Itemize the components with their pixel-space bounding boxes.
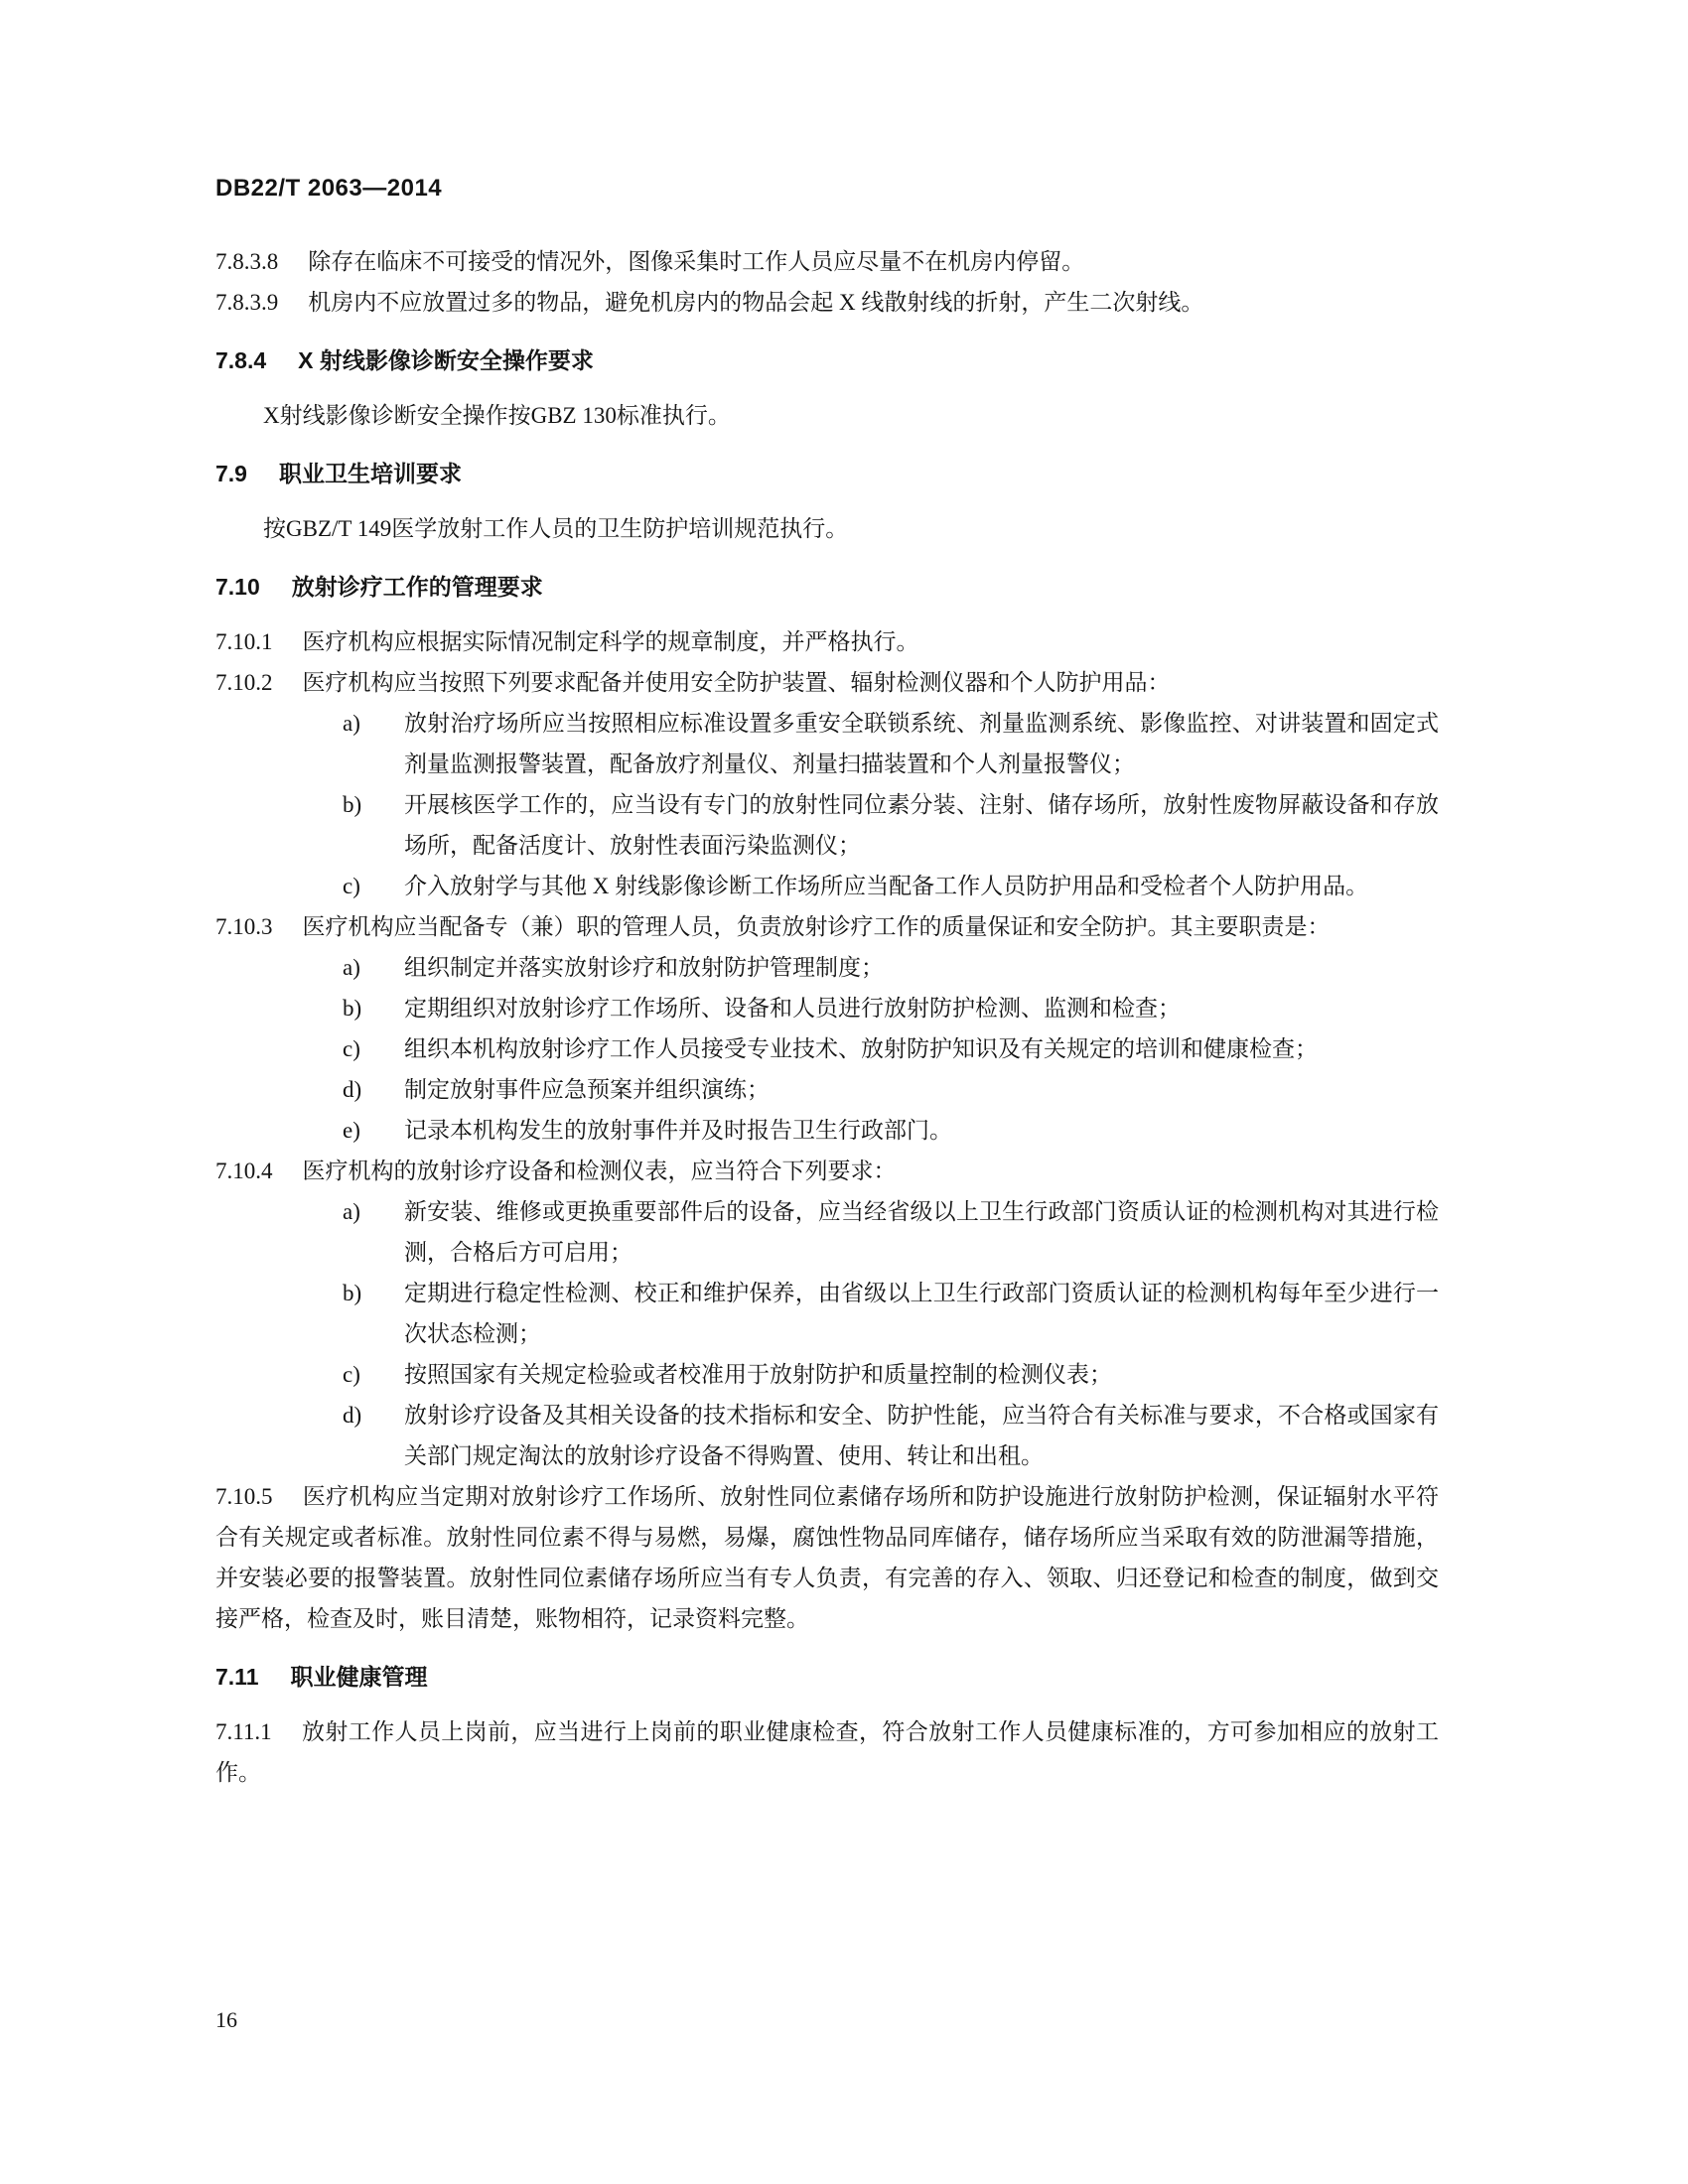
- clause-text: 医疗机构应当定期对放射诊疗工作场所、放射性同位素储存场所和防护设施进行放射防护检测，保证辐射水平符合有关规定或者标准。放射性同位素不得与易燃，易爆，腐蚀性物品同库储存，储存场所应当采取有效的防泄漏等措施，并安装必要的报警装置。放射性同位素储存场所应当有专人负责，有完善的存入、领取、归还登记和检查的制度，做到交接严格，检查及时，账目清楚，账物相符，记录资料完整。: [215, 1484, 1439, 1631]
- section-title: X 射线影像诊断安全操作要求: [298, 347, 594, 373]
- list-item: [215, 1273, 1439, 1354]
- section-title: 职业健康管理: [290, 1664, 428, 1690]
- clause-text: 除存在临床不可接受的情况外，图像采集时工作人员应尽量不在机房内停留。: [308, 249, 1085, 274]
- list-item-letter: b): [343, 996, 362, 1021]
- clause-number: 7.10.2: [215, 670, 273, 695]
- clause-text: 医疗机构的放射诊疗设备和检测仪表，应当符合下列要求：: [302, 1159, 897, 1183]
- section-title: 职业卫生培训要求: [278, 461, 462, 486]
- clause-number: 7.10.5: [215, 1484, 273, 1509]
- list-item: [215, 1110, 1439, 1151]
- section-number: 7.10: [215, 574, 260, 600]
- list-item-text: 定期进行稳定性检测、校正和维护保养，由省级以上卫生行政部门资质认证的检测机构每年至少进行一次状态检测；: [404, 1281, 1439, 1346]
- clause-number: 7.10.4: [215, 1159, 273, 1183]
- clause-text: 医疗机构应当配备专（兼）职的管理人员，负责放射诊疗工作的质量保证和安全防护。其主要职责是：: [302, 914, 1331, 939]
- clause-paragraph: [215, 1151, 1439, 1191]
- clause-paragraph: [215, 906, 1439, 947]
- section-heading: [215, 1657, 1439, 1698]
- clause-paragraph: [215, 1476, 1439, 1639]
- clause-text: 医疗机构应当按照下列要求配备并使用安全防护装置、辐射检测仪器和个人防护用品：: [302, 670, 1171, 695]
- section-heading: [215, 341, 1439, 381]
- section-heading: [215, 567, 1439, 608]
- list-item-text: 记录本机构发生的放射事件并及时报告卫生行政部门。: [404, 1118, 952, 1143]
- list-item: [215, 1028, 1439, 1069]
- list-item-letter: c): [343, 1362, 360, 1387]
- list-item: [215, 1191, 1439, 1273]
- clause-text: 机房内不应放置过多的物品，避免机房内的物品会起 X 线散射线的折射，产生二次射线。: [308, 290, 1204, 315]
- clause-text: 医疗机构应根据实际情况制定科学的规章制度，并严格执行。: [302, 629, 919, 654]
- page-number: 16: [215, 2007, 237, 2032]
- body-paragraph: X射线影像诊断安全操作按GBZ 130标准执行。: [263, 403, 731, 428]
- list-item-letter: b): [343, 1281, 362, 1305]
- list-item-text: 介入放射学与其他 X 射线影像诊断工作场所应当配备工作人员防护用品和受检者个人防护用品。: [404, 874, 1369, 898]
- list-item-text: 组织本机构放射诊疗工作人员接受专业技术、放射防护知识及有关规定的培训和健康检查；: [404, 1036, 1318, 1061]
- list-item-text: 开展核医学工作的，应当设有专门的放射性同位素分装、注射、储存场所，放射性废物屏蔽设备和存放场所，配备活度计、放射性表面污染监测仪；: [404, 792, 1439, 858]
- list-item-letter: d): [343, 1077, 362, 1102]
- list-item-text: 放射治疗场所应当按照相应标准设置多重安全联锁系统、剂量监测系统、影像监控、对讲装置和固定式剂量监测报警装置，配备放疗剂量仪、剂量扫描装置和个人剂量报警仪；: [404, 711, 1439, 776]
- clause-paragraph: [215, 621, 1439, 662]
- list-item: [215, 1354, 1439, 1395]
- list-item-text: 定期组织对放射诊疗工作场所、设备和人员进行放射防护检测、监测和检查；: [404, 996, 1181, 1021]
- document-number-header: DB22/T 2063—2014: [215, 175, 443, 202]
- clause-number: 7.8.3.9: [215, 290, 279, 315]
- clause-paragraph: [215, 662, 1439, 703]
- list-item: [215, 866, 1439, 906]
- list-item-text: 放射诊疗设备及其相关设备的技术指标和安全、防护性能，应当符合有关标准与要求，不合格或国家有关部门规定淘汰的放射诊疗设备不得购置、使用、转让和出租。: [404, 1403, 1439, 1468]
- section-heading: [215, 454, 1439, 494]
- list-item-letter: c): [343, 1036, 360, 1061]
- clause-number: 7.8.3.8: [215, 249, 279, 274]
- list-item-text: 新安装、维修或更换重要部件后的设备，应当经省级以上卫生行政部门资质认证的检测机构对其进行检测，合格后方可启用；: [404, 1199, 1439, 1265]
- list-item-letter: e): [343, 1118, 360, 1143]
- list-item-text: 组织制定并落实放射诊疗和放射防护管理制度；: [404, 955, 884, 980]
- list-item-letter: a): [343, 1199, 360, 1224]
- document-body: [215, 241, 1439, 1793]
- body-paragraph: 按GBZ/T 149医学放射工作人员的卫生防护培训规范执行。: [263, 516, 849, 541]
- clause-text: 放射工作人员上岗前，应当进行上岗前的职业健康检查，符合放射工作人员健康标准的，方可参加相应的放射工作。: [215, 1719, 1439, 1785]
- list-item: [215, 784, 1439, 866]
- section-number: 7.9: [215, 461, 247, 486]
- list-item: [215, 947, 1439, 988]
- list-item-letter: d): [343, 1403, 362, 1428]
- list-item: [215, 988, 1439, 1028]
- list-item-letter: b): [343, 792, 362, 817]
- clause-number: 7.11.1: [215, 1719, 272, 1744]
- list-item-letter: c): [343, 874, 360, 898]
- list-item-text: 按照国家有关规定检验或者校准用于放射防护和质量控制的检测仪表；: [404, 1362, 1112, 1387]
- list-item: [215, 703, 1439, 784]
- clause-number: 7.10.3: [215, 914, 273, 939]
- list-item-text: 制定放射事件应急预案并组织演练；: [404, 1077, 770, 1102]
- clause-number: 7.10.1: [215, 629, 273, 654]
- section-number: 7.11: [215, 1664, 259, 1690]
- clause-paragraph: [215, 282, 1439, 323]
- clause-paragraph: [215, 1711, 1439, 1793]
- section-title: 放射诊疗工作的管理要求: [291, 574, 543, 600]
- list-item: [215, 1395, 1439, 1476]
- clause-paragraph: [215, 241, 1439, 282]
- list-item: [215, 1069, 1439, 1110]
- list-item-letter: a): [343, 711, 360, 736]
- list-item-letter: a): [343, 955, 360, 980]
- section-number: 7.8.4: [215, 347, 267, 373]
